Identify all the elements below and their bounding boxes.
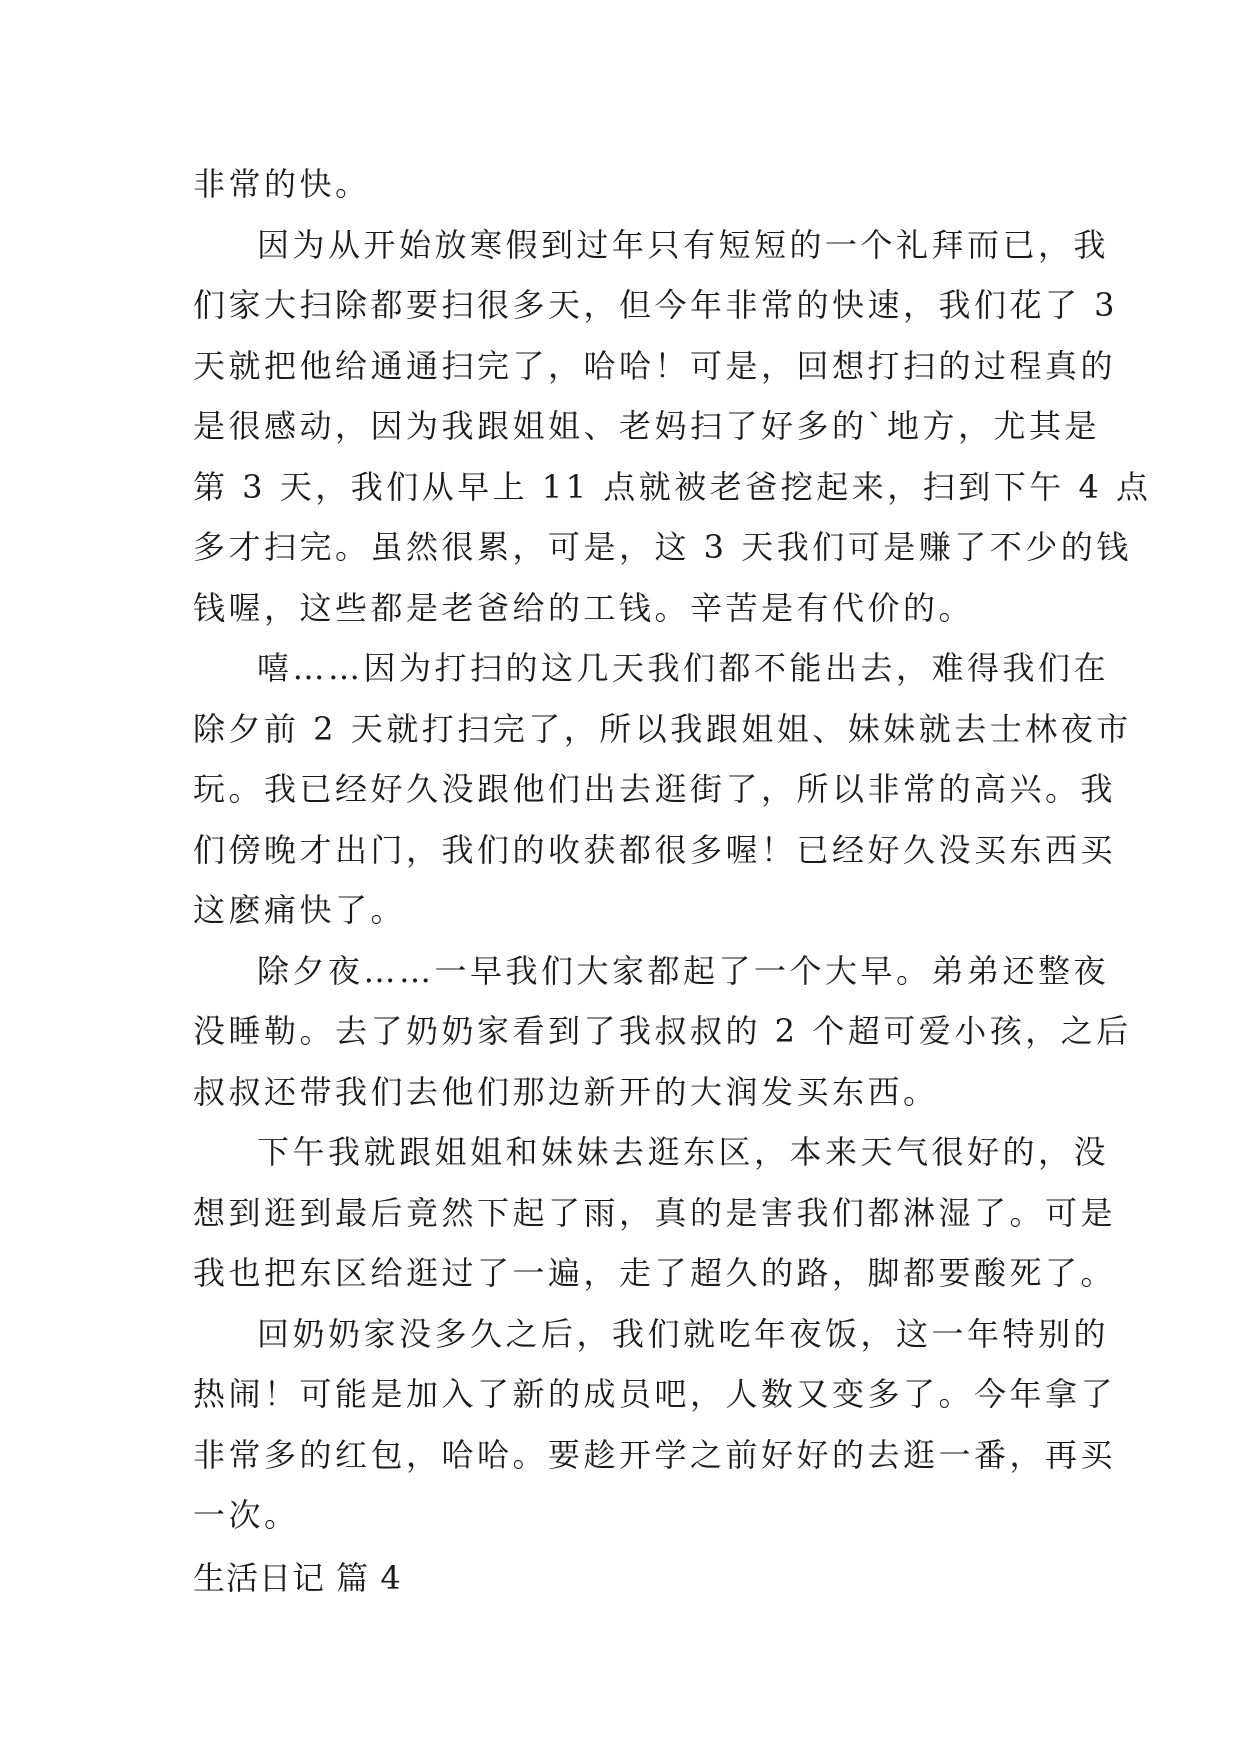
text-line: 们傍晚才出门，我们的收获都很多喔！已经好久没买东西买 [193,830,1117,869]
text-line: 除夕夜……一早我们大家都起了一个大早。弟弟还整夜 [257,951,1110,990]
text-line: 下午我就跟姐姐和妹妹去逛东区，本来天气很好的，没 [257,1133,1110,1171]
text-line: 没睡勒。去了奶奶家看到了我叔叔的 2 个超可爱小孩，之后 [193,1012,1132,1050]
text-line: 因为从开始放寒假到过年只有短短的一个礼拜而已，我 [257,225,1110,264]
text-line: 玩。我已经好久没跟他们出去逛街了，所以非常的高兴。我 [193,770,1117,808]
text-line: 嘻……因为打扫的这几天我们都不能出去，难得我们在 [257,649,1110,687]
text-line: 钱喔，这些都是老爸给的工钱。辛苦是有代价的。 [193,588,975,627]
text-line: 想到逛到最后竟然下起了雨，真的是害我们都淋湿了。可是 [193,1193,1117,1232]
text-line: 多才扫完。虽然很累，可是，这 3 天我们可是赚了不少的钱 [193,528,1132,566]
document-page [193,154,1152,1608]
text-line: 热闹！可能是加入了新的成员吧，人数又变多了。今年拿了 [193,1375,1117,1413]
paragraph [193,1304,1117,1546]
paragraph [193,941,1132,1123]
text-line: 这麽痛快了。 [193,891,407,929]
text-line: 第 3 天，我们从早上 11 点就被老爸挖起来，扫到下午 4 点 [193,467,1152,506]
section-heading: 生活日记 篇 4 [193,1558,402,1597]
paragraph [193,215,1152,639]
text-line: 非常的快。 [193,165,371,203]
paragraph [193,1122,1117,1304]
text-line: 们家大扫除都要扫很多天，但今年非常的快速，我们花了 3 [193,286,1119,324]
text-line: 一次。 [193,1496,300,1534]
text-line: 回奶奶家没多久之后，我们就吃年夜饭，这一年特别的 [257,1314,1110,1353]
text-line: 叔叔还带我们去他们那边新开的大润发买东西。 [193,1072,939,1111]
text-line: 我也把东区给逛过了一遍，走了超久的路，脚都要酸死了。 [193,1254,1117,1292]
text-line: 是很感动，因为我跟姐姐、老妈扫了好多的`地方，尤其是 [193,407,1101,445]
text-line: 除夕前 2 天就打扫完了，所以我跟姐姐、妹妹就去士林夜市 [193,709,1132,748]
text-line: 非常多的红包，哈哈。要趁开学之前好好的去逛一番，再买 [193,1435,1117,1474]
text-line: 天就把他给通通扫完了，哈哈！可是，回想打扫的过程真的 [193,346,1117,385]
paragraph [193,638,1132,941]
paragraph [193,154,1053,215]
